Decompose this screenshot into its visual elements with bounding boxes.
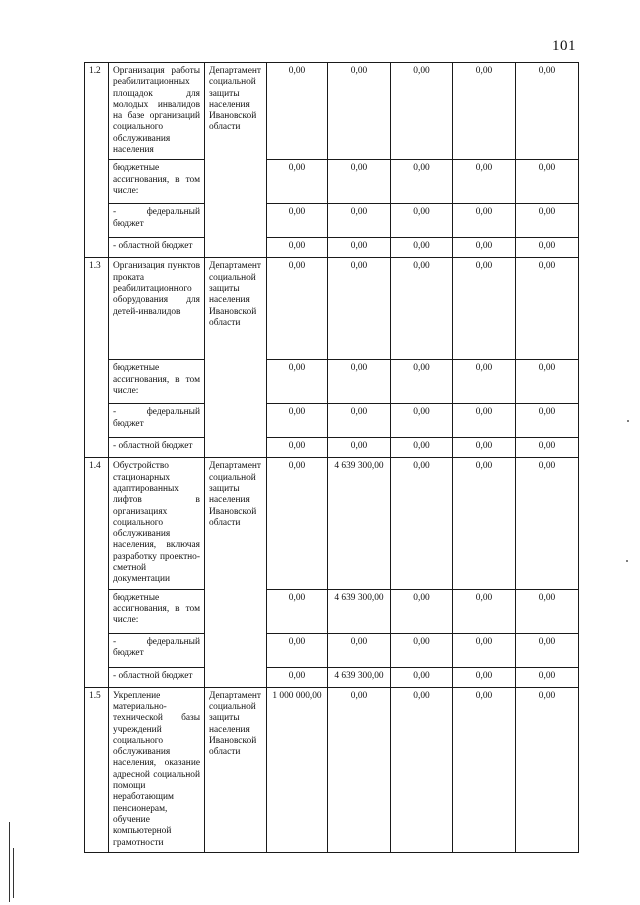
amount-cell: 0,00: [328, 204, 391, 238]
row-number: 1.3: [85, 258, 109, 458]
amount-cell: 0,00: [391, 589, 453, 633]
amount-cell: 0,00: [267, 589, 328, 633]
row-number: 1.5: [85, 687, 109, 852]
amount-cell: 0,00: [516, 238, 579, 258]
responsible-department: Департамент социальной защиты населения Ивановской области: [205, 687, 267, 852]
amount-cell: 0,00: [328, 63, 391, 160]
funding-source-label: бюджетные ассигнования, в том числе:: [109, 160, 205, 204]
amount-cell: 0,00: [453, 238, 516, 258]
left-margin-mark-2: [13, 848, 14, 898]
row-number: 1.2: [85, 63, 109, 258]
measure-title: Обустройство стационарных адаптированных лифтов в организациях социального обслуживания населения, включая разработку проектно-сметной документации: [109, 458, 205, 589]
table-subrow: [85, 360, 579, 404]
amount-cell: 0,00: [516, 687, 579, 852]
table-subrow: [85, 633, 579, 667]
amount-cell: 0,00: [267, 667, 328, 687]
amount-cell: 1 000 000,00: [267, 687, 328, 852]
amount-cell: 0,00: [453, 404, 516, 438]
amount-cell: 0,00: [267, 160, 328, 204]
amount-cell: 0,00: [267, 238, 328, 258]
measure-title: Укрепление материально-технической базы учреждений социального обслуживания населения, оказание адресной социальной помощи неработающим пенсионерам, обучение компьютерной грамотности: [109, 687, 205, 852]
amount-cell: 0,00: [391, 633, 453, 667]
table-subrow: [85, 160, 579, 204]
amount-cell: 0,00: [453, 458, 516, 589]
amount-cell: 4 639 300,00: [328, 667, 391, 687]
amount-cell: 0,00: [391, 687, 453, 852]
amount-cell: 0,00: [391, 458, 453, 589]
amount-cell: 0,00: [267, 404, 328, 438]
amount-cell: 0,00: [267, 258, 328, 360]
responsible-department: Департамент социальной защиты населения Ивановской области: [205, 63, 267, 258]
amount-cell: 0,00: [328, 633, 391, 667]
funding-source-label: - федеральный бюджет: [109, 633, 205, 667]
table-subrow: [85, 238, 579, 258]
left-margin-mark: [9, 822, 10, 902]
amount-cell: 0,00: [391, 667, 453, 687]
funding-source-label: - областной бюджет: [109, 238, 205, 258]
amount-cell: 0,00: [267, 458, 328, 589]
amount-cell: 0,00: [516, 63, 579, 160]
amount-cell: 0,00: [391, 438, 453, 458]
amount-cell: 0,00: [516, 404, 579, 438]
funding-source-label: - федеральный бюджет: [109, 204, 205, 238]
amount-cell: 0,00: [391, 204, 453, 238]
amount-cell: 0,00: [516, 160, 579, 204]
amount-cell: 0,00: [391, 160, 453, 204]
funding-source-label: - областной бюджет: [109, 438, 205, 458]
amount-cell: 0,00: [267, 633, 328, 667]
amount-cell: 0,00: [453, 438, 516, 458]
amount-cell: 0,00: [328, 687, 391, 852]
amount-cell: 0,00: [516, 360, 579, 404]
amount-cell: 0,00: [453, 667, 516, 687]
budget-table: [84, 62, 579, 853]
amount-cell: 0,00: [328, 360, 391, 404]
amount-cell: 0,00: [391, 404, 453, 438]
funding-source-label: бюджетные ассигнования, в том числе:: [109, 589, 205, 633]
responsible-department: Департамент социальной защиты населения Ивановской области: [205, 458, 267, 687]
amount-cell: 0,00: [453, 687, 516, 852]
table-subrow: [85, 667, 579, 687]
table-row: [85, 258, 579, 360]
amount-cell: 0,00: [516, 258, 579, 360]
table-subrow: [85, 204, 579, 238]
amount-cell: 0,00: [453, 204, 516, 238]
amount-cell: 0,00: [328, 404, 391, 438]
amount-cell: 0,00: [516, 458, 579, 589]
amount-cell: 0,00: [328, 238, 391, 258]
funding-source-label: - областной бюджет: [109, 667, 205, 687]
amount-cell: 0,00: [453, 360, 516, 404]
amount-cell: 0,00: [516, 589, 579, 633]
table-subrow: [85, 404, 579, 438]
amount-cell: 0,00: [391, 63, 453, 160]
amount-cell: 0,00: [391, 360, 453, 404]
amount-cell: 0,00: [516, 204, 579, 238]
amount-cell: 0,00: [516, 667, 579, 687]
table-row: [85, 63, 579, 160]
amount-cell: 0,00: [267, 63, 328, 160]
page-number: 101: [552, 38, 576, 54]
row-number: 1.4: [85, 458, 109, 687]
table-body: [85, 63, 579, 853]
measure-title: Организация пунктов проката реабилитационного оборудования для детей-инвалидов: [109, 258, 205, 360]
table-subrow: [85, 438, 579, 458]
amount-cell: 4 639 300,00: [328, 589, 391, 633]
scan-dot: [627, 420, 629, 422]
amount-cell: 0,00: [453, 589, 516, 633]
amount-cell: 0,00: [516, 438, 579, 458]
amount-cell: 0,00: [453, 258, 516, 360]
amount-cell: 4 639 300,00: [328, 458, 391, 589]
amount-cell: 0,00: [267, 438, 328, 458]
scan-dot: [626, 560, 628, 562]
funding-source-label: бюджетные ассигнования, в том числе:: [109, 360, 205, 404]
amount-cell: 0,00: [328, 160, 391, 204]
amount-cell: 0,00: [328, 258, 391, 360]
funding-source-label: - федеральный бюджет: [109, 404, 205, 438]
amount-cell: 0,00: [391, 238, 453, 258]
amount-cell: 0,00: [267, 204, 328, 238]
table-row: [85, 687, 579, 852]
table-row: [85, 458, 579, 589]
amount-cell: 0,00: [453, 633, 516, 667]
amount-cell: 0,00: [328, 438, 391, 458]
amount-cell: 0,00: [453, 160, 516, 204]
amount-cell: 0,00: [267, 360, 328, 404]
amount-cell: 0,00: [516, 633, 579, 667]
amount-cell: 0,00: [453, 63, 516, 160]
amount-cell: 0,00: [391, 258, 453, 360]
measure-title: Организация работы реабилитационных площадок для молодых инвалидов на базе организаций социального обслуживания населения: [109, 63, 205, 160]
table-subrow: [85, 589, 579, 633]
responsible-department: Департамент социальной защиты населения Ивановской области: [205, 258, 267, 458]
